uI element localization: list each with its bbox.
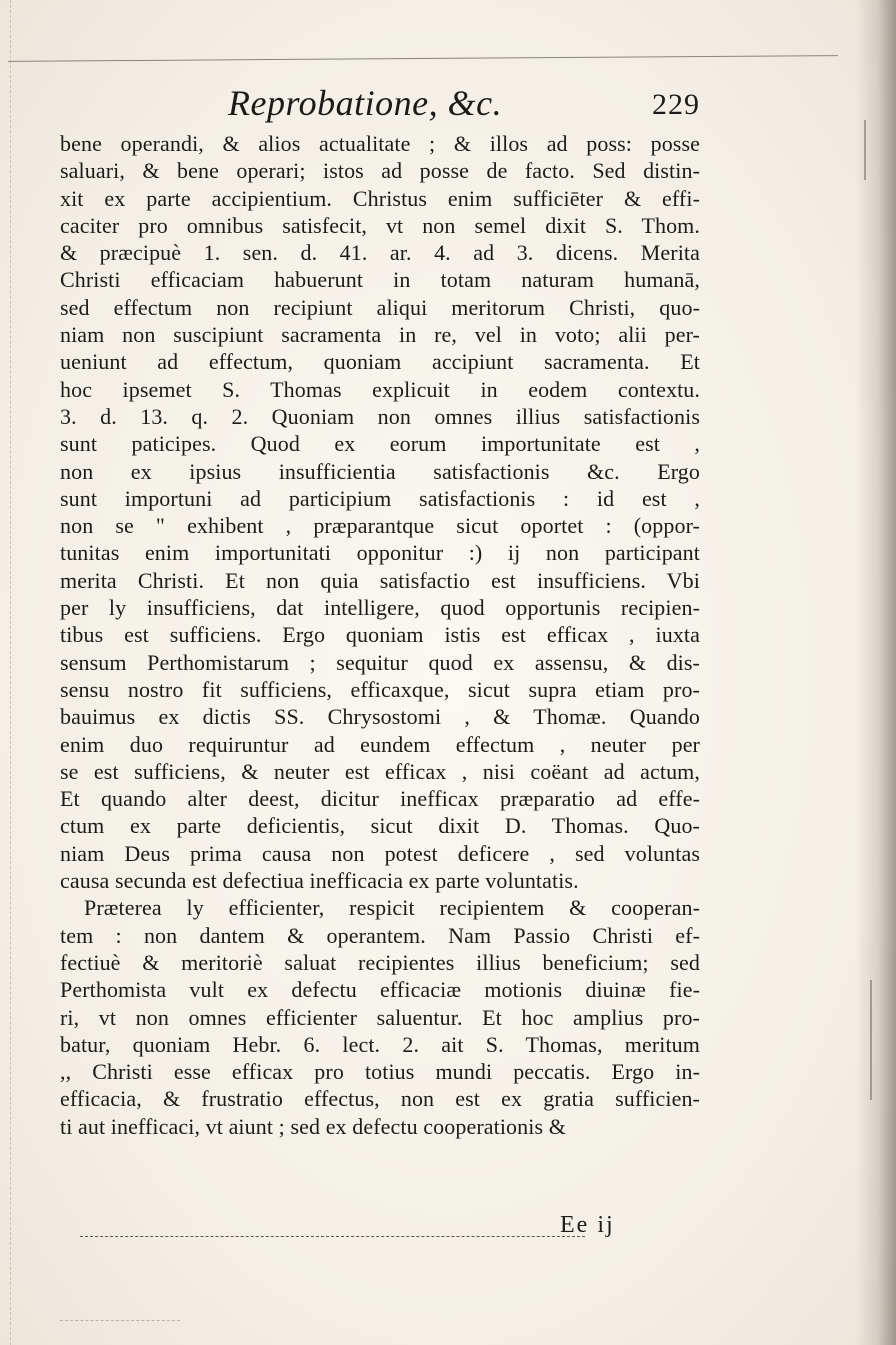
page-number: 229: [652, 88, 700, 121]
text-line: per ly insufficiens, dat intelligere, quod opportunis recipien-: [60, 595, 700, 621]
text-line: tunitas enim importunitati opponitur :) ij non participant: [60, 540, 700, 566]
text-line: Christi efficaciam habuerunt in totam naturam humanā,: [60, 267, 700, 293]
text-line: non se " exhibent , præparantque sicut oportet : (oppor-: [60, 513, 700, 539]
text-line: niam Deus prima causa non potest deficere , sed voluntas: [60, 840, 700, 866]
text-line: caciter pro omnibus satisfecit, vt non semel dixit S. Thom.: [60, 212, 700, 238]
text-line: merita Christi. Et non quia satisfactio est insufficiens. Vbi: [60, 567, 700, 593]
text-line: Præterea ly efficienter, respicit recipientem & cooperan-: [84, 895, 700, 921]
text-line: causa secunda est defectiua inefficacia ex parte voluntatis.: [60, 868, 579, 894]
text-line: Et quando alter deest, dicitur inefficax præparatio ad effe-: [60, 786, 700, 812]
text-line: fectiuè & meritoriè saluat recipientes illius beneficium; sed: [60, 949, 700, 975]
text-line: ri, vt non omnes efficienter saluentur. Et hoc amplius pro-: [60, 1004, 700, 1030]
text-line: batur, quoniam Hebr. 6. lect. 2. ait S. Thomas, meritum: [60, 1031, 700, 1057]
page-left-edge: [10, 0, 12, 1345]
text-line: ti aut inefficaci, vt aiunt ; sed ex defectu cooperationis &: [60, 1113, 566, 1139]
text-line: sed effectum non recipiunt aliqui meritorum Christi, quo-: [60, 294, 700, 320]
text-line: bauimus ex dictis SS. Chrysostomi , & Thomæ. Quando: [60, 704, 700, 730]
binding-gutter: [856, 0, 896, 1345]
text-line: niam non suscipiunt sacramenta in re, vel in voto; alii per-: [60, 322, 700, 348]
gutter-mark: [870, 980, 872, 1100]
running-head: Reprobatione, &c.: [228, 83, 503, 123]
bottom-mark: [60, 1320, 180, 1321]
text-line: efficacia, & frustratio effectus, non est ex gratia sufficien-: [60, 1086, 700, 1112]
text-line: sunt paticipes. Quod ex eorum importunitate est ,: [60, 431, 700, 457]
text-line: xit ex parte accipientium. Christus enim sufficiēter & effi-: [60, 185, 700, 211]
text-line: & præcipuè 1. sen. d. 41. ar. 4. ad 3. dicens. Merita: [60, 240, 700, 266]
text-line: sensum Perthomistarum ; sequitur quod ex assensu, & dis-: [60, 649, 700, 675]
text-line: enim duo requiruntur ad eundem effectum , neuter per: [60, 731, 700, 757]
page-header: [60, 82, 700, 130]
text-line: hoc ipsemet S. Thomas explicuit in eodem contextu.: [60, 376, 700, 402]
text-line: Perthomista vult ex defectu efficaciæ motionis diuinæ fie-: [60, 977, 700, 1003]
gutter-mark: [864, 120, 866, 180]
top-rule: [8, 55, 838, 62]
text-line: ,, Christi esse efficax pro totius mundi peccatis. Ergo in-: [60, 1059, 700, 1085]
text-line: ueniunt ad effectum, quoniam accipiunt sacramenta. Et: [60, 349, 700, 375]
text-line: sensu nostro fit sufficiens, efficaxque, sicut supra etiam pro-: [60, 676, 700, 702]
catchword-signature: Ee ij: [560, 1212, 615, 1238]
text-line: ctum ex parte deficientis, sicut dixit D. Thomas. Quo-: [60, 813, 700, 839]
text-line: saluari, & bene operari; istos ad posse de facto. Sed distin-: [60, 158, 700, 184]
text-line: sunt importuni ad participium satisfactionis : id est ,: [60, 485, 700, 511]
body-text: [60, 130, 700, 1140]
text-line: 3. d. 13. q. 2. Quoniam non omnes illius satisfactionis: [60, 403, 700, 429]
text-line: se est sufficiens, & neuter est efficax , nisi coëant ad actum,: [60, 758, 700, 784]
underline-mark: [80, 1236, 585, 1237]
text-line: non ex ipsius insufficientia satisfactionis &c. Ergo: [60, 458, 700, 484]
text-line: tibus est sufficiens. Ergo quoniam istis est efficax , iuxta: [60, 622, 700, 648]
text-line: tem : non dantem & operantem. Nam Passio Christi ef-: [60, 922, 700, 948]
text-line: bene operandi, & alios actualitate ; & illos ad poss: posse: [60, 131, 700, 156]
